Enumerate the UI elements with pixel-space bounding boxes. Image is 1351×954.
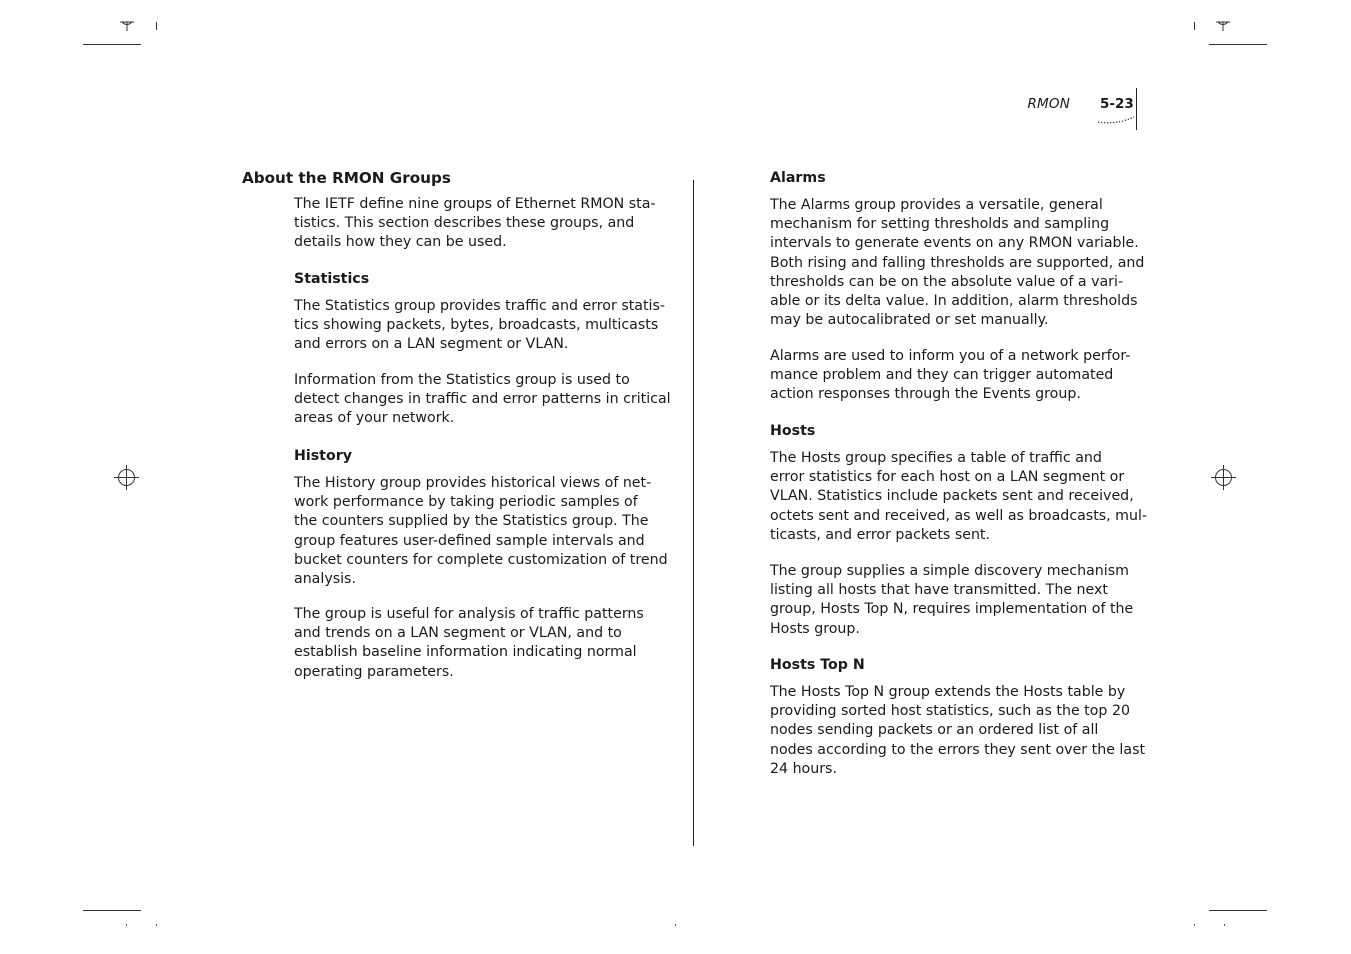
page-number: 5-23 [1100, 96, 1134, 112]
history-paragraph-2: The group is useful for analysis of traffic patterns and trends on a LAN segment or VLAN, and to establish baseline information indicating normal operating parameters. [294, 606, 644, 680]
registration-target-right-icon [1211, 465, 1236, 490]
crop-mark-top-left-vertical [156, 22, 157, 30]
folio-rule [1136, 88, 1137, 130]
running-header-section: RMON [1027, 96, 1070, 112]
section-heading: About the RMON Groups [242, 169, 451, 187]
crop-mark-bottom-right-horizontal [1209, 910, 1267, 911]
hosts-heading: Hosts [770, 423, 816, 439]
crop-mark-bottom-left-tick [156, 924, 157, 926]
registration-target-left-icon [114, 465, 139, 490]
crop-mark-bottom-right-tick [1224, 924, 1225, 926]
hosts-paragraph-2: The group supplies a simple discovery mechanism listing all hosts that have transmitted. The next group, Hosts Top N, requires implementation of the Hosts group. [770, 563, 1134, 637]
hosts-top-n-heading: Hosts Top N [770, 657, 865, 673]
column-divider [693, 180, 694, 846]
hosts-paragraph-1: The Hosts group specifies a table of traffic and error statistics for each host on a LAN segment or VLAN. Statistics include packets sent and received, octets sent and received, as well as broadcasts, mul- ticasts, and error packets sent. [770, 450, 1148, 543]
crop-mark-bottom-left-tick [126, 924, 127, 926]
statistics-heading: Statistics [294, 271, 370, 287]
intro-paragraph: The IETF define nine groups of Ethernet RMON sta- tistics. This section describes these groups, and details how they can be used. [294, 196, 656, 251]
statistics-paragraph-2: Information from the Statistics group is used to detect changes in traffic and error patterns in critical areas of your network. [294, 372, 671, 427]
folio-dotted-curve-icon [1097, 114, 1135, 126]
alarms-paragraph-2: Alarms are used to inform you of a network perfor- mance problem and they can trigger automated action responses through the Events group. [770, 348, 1131, 403]
alarms-heading: Alarms [770, 170, 826, 186]
hosts-top-n-paragraph: The Hosts Top N group extends the Hosts table by providing sorted host statistics, such as the top 20 nodes sending packets or an ordered list of all nodes according to the errors they sent over the last 24 hours. [770, 684, 1146, 777]
crop-mark-bottom-left-horizontal [83, 910, 141, 911]
statistics-paragraph-1: The Statistics group provides traffic and error statis- tics showing packets, bytes, broadcasts, multicasts and errors on a LAN segment or VLAN. [294, 298, 665, 353]
history-heading: History [294, 448, 352, 464]
crop-mark-top-right-horizontal [1209, 44, 1267, 45]
alarms-paragraph-1: The Alarms group provides a versatile, general mechanism for setting thresholds and sampling intervals to generate events on any RMON variable. Both rising and falling thresholds are supported, and thresholds can be on the absolute value of a vari- able or its delta value. In addition, alarm thresholds may be autocalibrated or set manually. [770, 197, 1145, 329]
history-paragraph-1: The History group provides historical views of net- work performance by taking periodic samples of the counters supplied by the Statistics group. The group features user-defined sample intervals and bucket counters for complete customization of trend analysis. [294, 475, 668, 588]
crop-mark-bottom-right-tick [1194, 924, 1195, 926]
crop-mark-bottom-center-tick [675, 924, 676, 926]
crop-mark-top-right-target-icon [1215, 18, 1231, 32]
crop-mark-top-left-horizontal [83, 44, 141, 45]
crop-mark-top-right-vertical [1194, 22, 1195, 30]
crop-mark-top-left-target-icon [119, 18, 135, 32]
